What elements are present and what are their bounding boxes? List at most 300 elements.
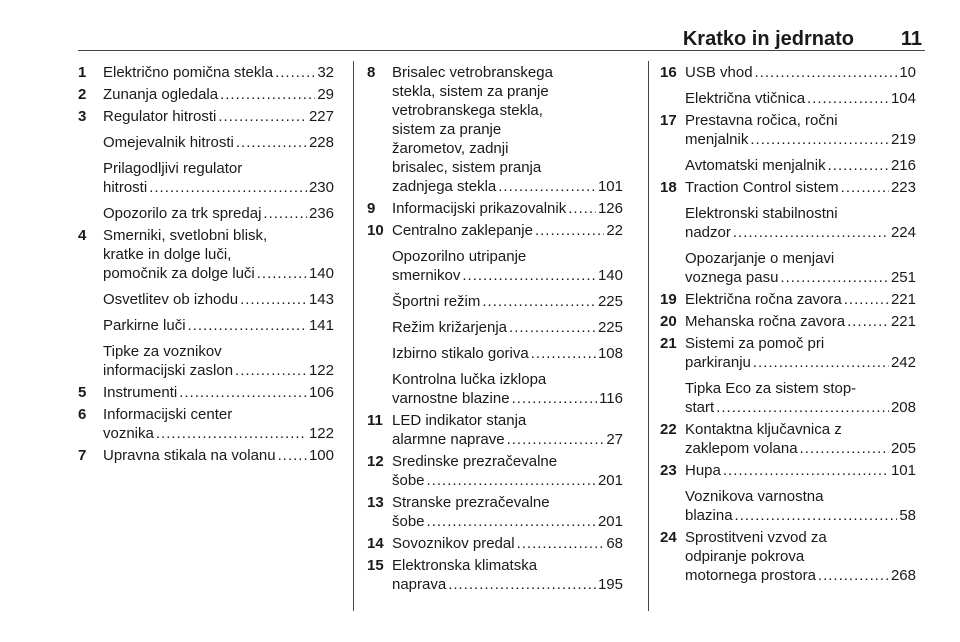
page-reference: 58 — [899, 507, 916, 524]
index-subentry — [392, 292, 623, 311]
item-number: 4 — [78, 227, 87, 244]
index-entry — [367, 199, 623, 218]
index-subentry — [685, 63, 916, 82]
entry-text: Avtomatski menjalnik — [685, 157, 826, 174]
entry-text: naprava — [392, 576, 447, 593]
index-subentry — [685, 111, 916, 149]
entry-body — [685, 461, 916, 525]
entry-text: smernikov — [392, 267, 461, 284]
index-entry — [660, 334, 916, 417]
index-subentry — [392, 247, 623, 285]
entry-text: LED indikator stanja — [392, 412, 527, 429]
entry-text: Smerniki, svetlobni blisk, — [103, 227, 268, 244]
entry-last-line — [103, 178, 334, 197]
item-number: 22 — [660, 421, 677, 438]
entry-body — [685, 334, 916, 417]
dot-leader — [427, 512, 596, 531]
page-reference: 116 — [599, 390, 623, 407]
entry-text: Kontaktna ključavnica z — [685, 421, 842, 438]
page-number: 11 — [900, 28, 922, 50]
page-reference: 219 — [890, 131, 916, 148]
entry-text: šobe — [392, 513, 425, 530]
page-reference: 268 — [890, 567, 916, 584]
index-subentry — [685, 178, 916, 197]
index-subentry — [392, 452, 623, 490]
page-reference: 106 — [308, 384, 334, 401]
entry-text: žarometov, zadnji — [392, 140, 509, 157]
index-entry — [367, 534, 623, 553]
dot-leader — [188, 316, 307, 335]
entry-text: stekla, sistem za pranje — [392, 83, 549, 100]
entry-body — [392, 556, 623, 594]
index-entry — [367, 411, 623, 449]
page-reference: 122 — [308, 425, 334, 442]
entry-last-line — [103, 204, 334, 223]
entry-body — [103, 226, 334, 380]
entry-body — [685, 312, 916, 331]
entry-body — [392, 63, 623, 196]
item-number: 15 — [367, 557, 384, 574]
page-reference: 101 — [597, 178, 623, 195]
index-entry — [78, 63, 334, 82]
dot-leader — [427, 471, 596, 490]
item-number: 20 — [660, 313, 677, 330]
page-reference: 201 — [597, 472, 623, 489]
page-reference: 223 — [890, 179, 916, 196]
entry-text: Elektronska klimatska — [392, 557, 538, 574]
index-subentry — [103, 383, 334, 402]
entry-last-line — [103, 361, 334, 380]
entry-text: Opozorilo za trk spredaj — [103, 205, 262, 222]
index-subentry — [103, 159, 334, 197]
page-reference: 32 — [317, 64, 334, 81]
entry-text: Tipke za voznikov — [103, 343, 222, 360]
item-number: 9 — [367, 200, 376, 217]
index-column-2 — [367, 63, 623, 594]
dot-leader — [156, 424, 307, 443]
entry-last-line — [685, 178, 916, 197]
item-number: 14 — [367, 535, 384, 552]
item-number: 19 — [660, 291, 677, 308]
dot-leader — [275, 63, 315, 82]
page-reference: 225 — [597, 319, 623, 336]
entry-body — [685, 178, 916, 287]
index-subentry — [685, 487, 916, 525]
entry-text: Električno pomična stekla — [103, 64, 274, 81]
dot-leader — [841, 178, 889, 197]
index-subentry — [685, 312, 916, 331]
entry-body — [392, 199, 623, 218]
index-subentry — [392, 63, 623, 196]
entry-last-line — [392, 266, 623, 285]
page-reference: 201 — [597, 513, 623, 530]
index-subentry — [392, 318, 623, 337]
dot-leader — [535, 221, 604, 240]
index-entry — [367, 452, 623, 490]
page-reference: 228 — [308, 134, 334, 151]
index-subentry — [685, 156, 916, 175]
dot-leader — [844, 290, 889, 309]
entry-text: brisalec, sistem pranja — [392, 159, 542, 176]
item-number: 16 — [660, 64, 677, 81]
entry-body — [392, 493, 623, 531]
page-reference: 236 — [308, 205, 334, 222]
entry-text: pomočnik za dolge luči — [103, 265, 255, 282]
index-subentry — [103, 133, 334, 152]
entry-last-line — [685, 63, 916, 82]
index-subentry — [103, 316, 334, 335]
item-number: 10 — [367, 222, 384, 239]
entry-body — [103, 85, 334, 104]
entry-text: odpiranje pokrova — [685, 548, 805, 565]
index-entry — [78, 405, 334, 443]
entry-text: Stranske prezračevalne — [392, 494, 550, 511]
entry-text: Tipka Eco za sistem stop- — [685, 380, 857, 397]
entry-text: Regulator hitrosti — [103, 108, 217, 125]
column-divider — [648, 61, 649, 611]
entry-last-line — [392, 534, 623, 553]
page-reference: 27 — [606, 431, 623, 448]
dot-leader — [517, 534, 605, 553]
page-reference: 224 — [890, 224, 916, 241]
entry-last-line — [392, 344, 623, 363]
entry-text: hitrosti — [103, 179, 148, 196]
index-entry — [78, 383, 334, 402]
entry-text: Prestavna ročica, ročni — [685, 112, 838, 129]
entry-text: šobe — [392, 472, 425, 489]
entry-text: Režim križarjenja — [392, 319, 508, 336]
entry-last-line — [685, 353, 916, 372]
entry-text: Prilagodljivi regulator — [103, 160, 243, 177]
entry-last-line — [392, 221, 623, 240]
entry-last-line — [685, 506, 916, 525]
page-reference: 208 — [890, 399, 916, 416]
section-title: Kratko in jedrnato — [682, 28, 854, 50]
dot-leader — [531, 344, 596, 363]
entry-text: informacijski zaslon — [103, 362, 234, 379]
index-subentry — [685, 334, 916, 372]
entry-last-line — [103, 424, 334, 443]
entry-text: Sovoznikov predal — [392, 535, 515, 552]
page-reference: 104 — [890, 90, 916, 107]
page-reference: 22 — [606, 222, 623, 239]
page-reference: 221 — [890, 313, 916, 330]
entry-text: alarmne naprave — [392, 431, 505, 448]
entry-body — [392, 411, 623, 449]
entry-body — [685, 420, 916, 458]
page-reference: 10 — [899, 64, 916, 81]
entry-text: Osvetlitev ob izhodu — [103, 291, 239, 308]
entry-last-line — [392, 292, 623, 311]
item-number: 3 — [78, 108, 87, 125]
page-reference: 141 — [308, 317, 334, 334]
entry-last-line — [103, 264, 334, 283]
entry-last-line — [392, 575, 623, 594]
dot-leader — [462, 266, 596, 285]
dot-leader — [807, 89, 889, 108]
dot-leader — [507, 430, 605, 449]
entry-last-line — [392, 512, 623, 531]
index-subentry — [103, 226, 334, 283]
index-entry — [660, 178, 916, 287]
entry-last-line — [392, 471, 623, 490]
entry-text: Opozorilno utripanje — [392, 248, 527, 265]
item-number: 12 — [367, 453, 384, 470]
index-entry — [367, 221, 623, 408]
entry-last-line — [103, 107, 334, 126]
index-subentry — [103, 107, 334, 126]
index-entry — [78, 85, 334, 104]
entry-body — [392, 534, 623, 553]
entry-text: Hupa — [685, 462, 721, 479]
entry-body — [685, 63, 916, 108]
entry-text: Instrumenti — [103, 384, 178, 401]
index-entry — [78, 446, 334, 465]
page-reference: 251 — [890, 269, 916, 286]
index-column-3 — [660, 63, 916, 585]
dot-leader — [218, 107, 307, 126]
entry-body — [685, 290, 916, 309]
index-subentry — [103, 290, 334, 309]
dot-leader — [179, 383, 307, 402]
entry-body — [103, 63, 334, 82]
index-subentry — [392, 534, 623, 553]
index-subentry — [392, 199, 623, 218]
item-number: 8 — [367, 64, 376, 81]
index-subentry — [392, 556, 623, 594]
entry-body — [685, 111, 916, 175]
dot-leader — [800, 439, 889, 458]
index-subentry — [685, 528, 916, 585]
dot-leader — [755, 63, 898, 82]
page-reference: 227 — [308, 108, 334, 125]
index-entry — [660, 528, 916, 585]
entry-text: start — [685, 399, 715, 416]
page-reference: 216 — [890, 157, 916, 174]
dot-leader — [482, 292, 596, 311]
entry-text: vetrobranskega stekla, — [392, 102, 543, 119]
page-reference: 143 — [308, 291, 334, 308]
entry-body — [103, 383, 334, 402]
index-subentry — [392, 344, 623, 363]
column-divider — [353, 61, 354, 611]
entry-text: Kontrolna lučka izklopa — [392, 371, 547, 388]
entry-body — [392, 221, 623, 408]
entry-last-line — [392, 389, 623, 408]
entry-last-line — [685, 566, 916, 585]
dot-leader — [236, 133, 307, 152]
entry-text: USB vhod — [685, 64, 753, 81]
index-subentry — [685, 461, 916, 480]
index-subentry — [685, 89, 916, 108]
index-entry — [660, 111, 916, 175]
entry-text: Omejevalnik hitrosti — [103, 134, 234, 151]
page-reference: 205 — [890, 440, 916, 457]
item-number: 24 — [660, 529, 677, 546]
item-number: 6 — [78, 406, 87, 423]
entry-text: Brisalec vetrobranskega — [392, 64, 553, 81]
dot-leader — [278, 446, 307, 465]
entry-text: Izbirno stikalo goriva — [392, 345, 529, 362]
entry-text: motornega prostora — [685, 567, 816, 584]
page-reference: 68 — [606, 535, 623, 552]
entry-last-line — [685, 156, 916, 175]
dot-leader — [847, 312, 889, 331]
entry-text: Zunanja ogledala — [103, 86, 219, 103]
index-entry — [660, 420, 916, 458]
entry-last-line — [103, 446, 334, 465]
dot-leader — [149, 178, 307, 197]
entry-text: Centralno zaklepanje — [392, 222, 533, 239]
entry-text: Elektronski stabilnostni — [685, 205, 838, 222]
entry-body — [685, 528, 916, 585]
entry-text: kratke in dolge luči, — [103, 246, 232, 263]
index-entry — [367, 493, 623, 531]
dot-leader — [828, 156, 889, 175]
index-subentry — [392, 370, 623, 408]
entry-text: voznega pasu — [685, 269, 779, 286]
entry-text: Voznikova varnostna — [685, 488, 824, 505]
entry-last-line — [103, 316, 334, 335]
entry-last-line — [685, 130, 916, 149]
index-subentry — [685, 204, 916, 242]
entry-text: Sredinske prezračevalne — [392, 453, 558, 470]
item-number: 23 — [660, 462, 677, 479]
dot-leader — [257, 264, 307, 283]
entry-body — [103, 446, 334, 465]
dot-leader — [733, 223, 889, 242]
entry-text: nadzor — [685, 224, 731, 241]
entry-last-line — [103, 290, 334, 309]
entry-text: menjalnik — [685, 131, 749, 148]
page-reference: 195 — [597, 576, 623, 593]
page-reference: 225 — [597, 293, 623, 310]
entry-text: voznika — [103, 425, 154, 442]
entry-last-line — [103, 133, 334, 152]
dot-leader — [780, 268, 889, 287]
index-subentry — [103, 204, 334, 223]
index-subentry — [392, 221, 623, 240]
page-reference: 230 — [308, 179, 334, 196]
item-number: 21 — [660, 335, 677, 352]
entry-text: Sprostitveni vzvod za — [685, 529, 827, 546]
index-entry — [660, 312, 916, 331]
entry-body — [103, 107, 334, 223]
item-number: 1 — [78, 64, 87, 81]
entry-text: varnostne blazine — [392, 390, 510, 407]
index-entry — [367, 63, 623, 196]
index-entry — [78, 226, 334, 380]
entry-last-line — [392, 430, 623, 449]
dot-leader — [568, 199, 596, 218]
index-subentry — [685, 290, 916, 309]
entry-text: Športni režim — [392, 293, 481, 310]
entry-last-line — [685, 89, 916, 108]
entry-last-line — [685, 223, 916, 242]
dot-leader — [509, 318, 596, 337]
entry-last-line — [392, 199, 623, 218]
index-entry — [660, 63, 916, 108]
entry-last-line — [392, 177, 623, 196]
dot-leader — [220, 85, 315, 104]
index-subentry — [685, 420, 916, 458]
entry-text: Električna vtičnica — [685, 90, 806, 107]
entry-text: Informacijski center — [103, 406, 233, 423]
entry-text: sistem za pranje — [392, 121, 502, 138]
entry-text: Parkirne luči — [103, 317, 186, 334]
index-subentry — [103, 446, 334, 465]
item-number: 5 — [78, 384, 87, 401]
item-number: 11 — [367, 412, 383, 429]
entry-text: Mehanska ročna zavora — [685, 313, 846, 330]
page-reference: 140 — [308, 265, 334, 282]
page-reference: 100 — [308, 447, 334, 464]
index-subentry — [103, 63, 334, 82]
page-reference: 242 — [890, 354, 916, 371]
entry-text: Traction Control sistem — [685, 179, 839, 196]
entry-body — [392, 452, 623, 490]
entry-text: Opozarjanje o menjavi — [685, 250, 835, 267]
item-number: 18 — [660, 179, 677, 196]
entry-last-line — [685, 439, 916, 458]
index-entry — [367, 556, 623, 594]
index-subentry — [103, 405, 334, 443]
item-number: 2 — [78, 86, 87, 103]
index-entry — [660, 461, 916, 525]
page-reference: 29 — [317, 86, 334, 103]
item-number: 17 — [660, 112, 677, 129]
dot-leader — [235, 361, 307, 380]
entry-last-line — [685, 312, 916, 331]
dot-leader — [263, 204, 307, 223]
entry-last-line — [685, 290, 916, 309]
entry-last-line — [685, 398, 916, 417]
dot-leader — [448, 575, 596, 594]
entry-last-line — [685, 268, 916, 287]
page-reference: 140 — [597, 267, 623, 284]
index-subentry — [103, 342, 334, 380]
entry-last-line — [392, 318, 623, 337]
dot-leader — [716, 398, 889, 417]
dot-leader — [240, 290, 307, 309]
item-number: 13 — [367, 494, 384, 511]
index-column-1 — [78, 63, 334, 465]
entry-last-line — [103, 383, 334, 402]
item-number: 7 — [78, 447, 87, 464]
index-subentry — [103, 85, 334, 104]
index-entry — [78, 107, 334, 223]
entry-text: zadnjega stekla — [392, 178, 497, 195]
dot-leader — [723, 461, 889, 480]
entry-text: Upravna stikala na volanu — [103, 447, 276, 464]
index-subentry — [685, 379, 916, 417]
index-subentry — [392, 411, 623, 449]
page-reference: 122 — [308, 362, 334, 379]
dot-leader — [735, 506, 898, 525]
entry-last-line — [103, 85, 334, 104]
entry-text: zaklepom volana — [685, 440, 798, 457]
entry-text: Električna ročna zavora — [685, 291, 842, 308]
entry-text: Informacijski prikazovalnik — [392, 200, 567, 217]
page-reference: 108 — [597, 345, 623, 362]
header-rule — [78, 50, 925, 51]
index-subentry — [685, 249, 916, 287]
index-entry — [660, 290, 916, 309]
entry-text: Sistemi za pomoč pri — [685, 335, 825, 352]
page-reference: 221 — [890, 291, 916, 308]
dot-leader — [512, 389, 598, 408]
entry-last-line — [103, 63, 334, 82]
